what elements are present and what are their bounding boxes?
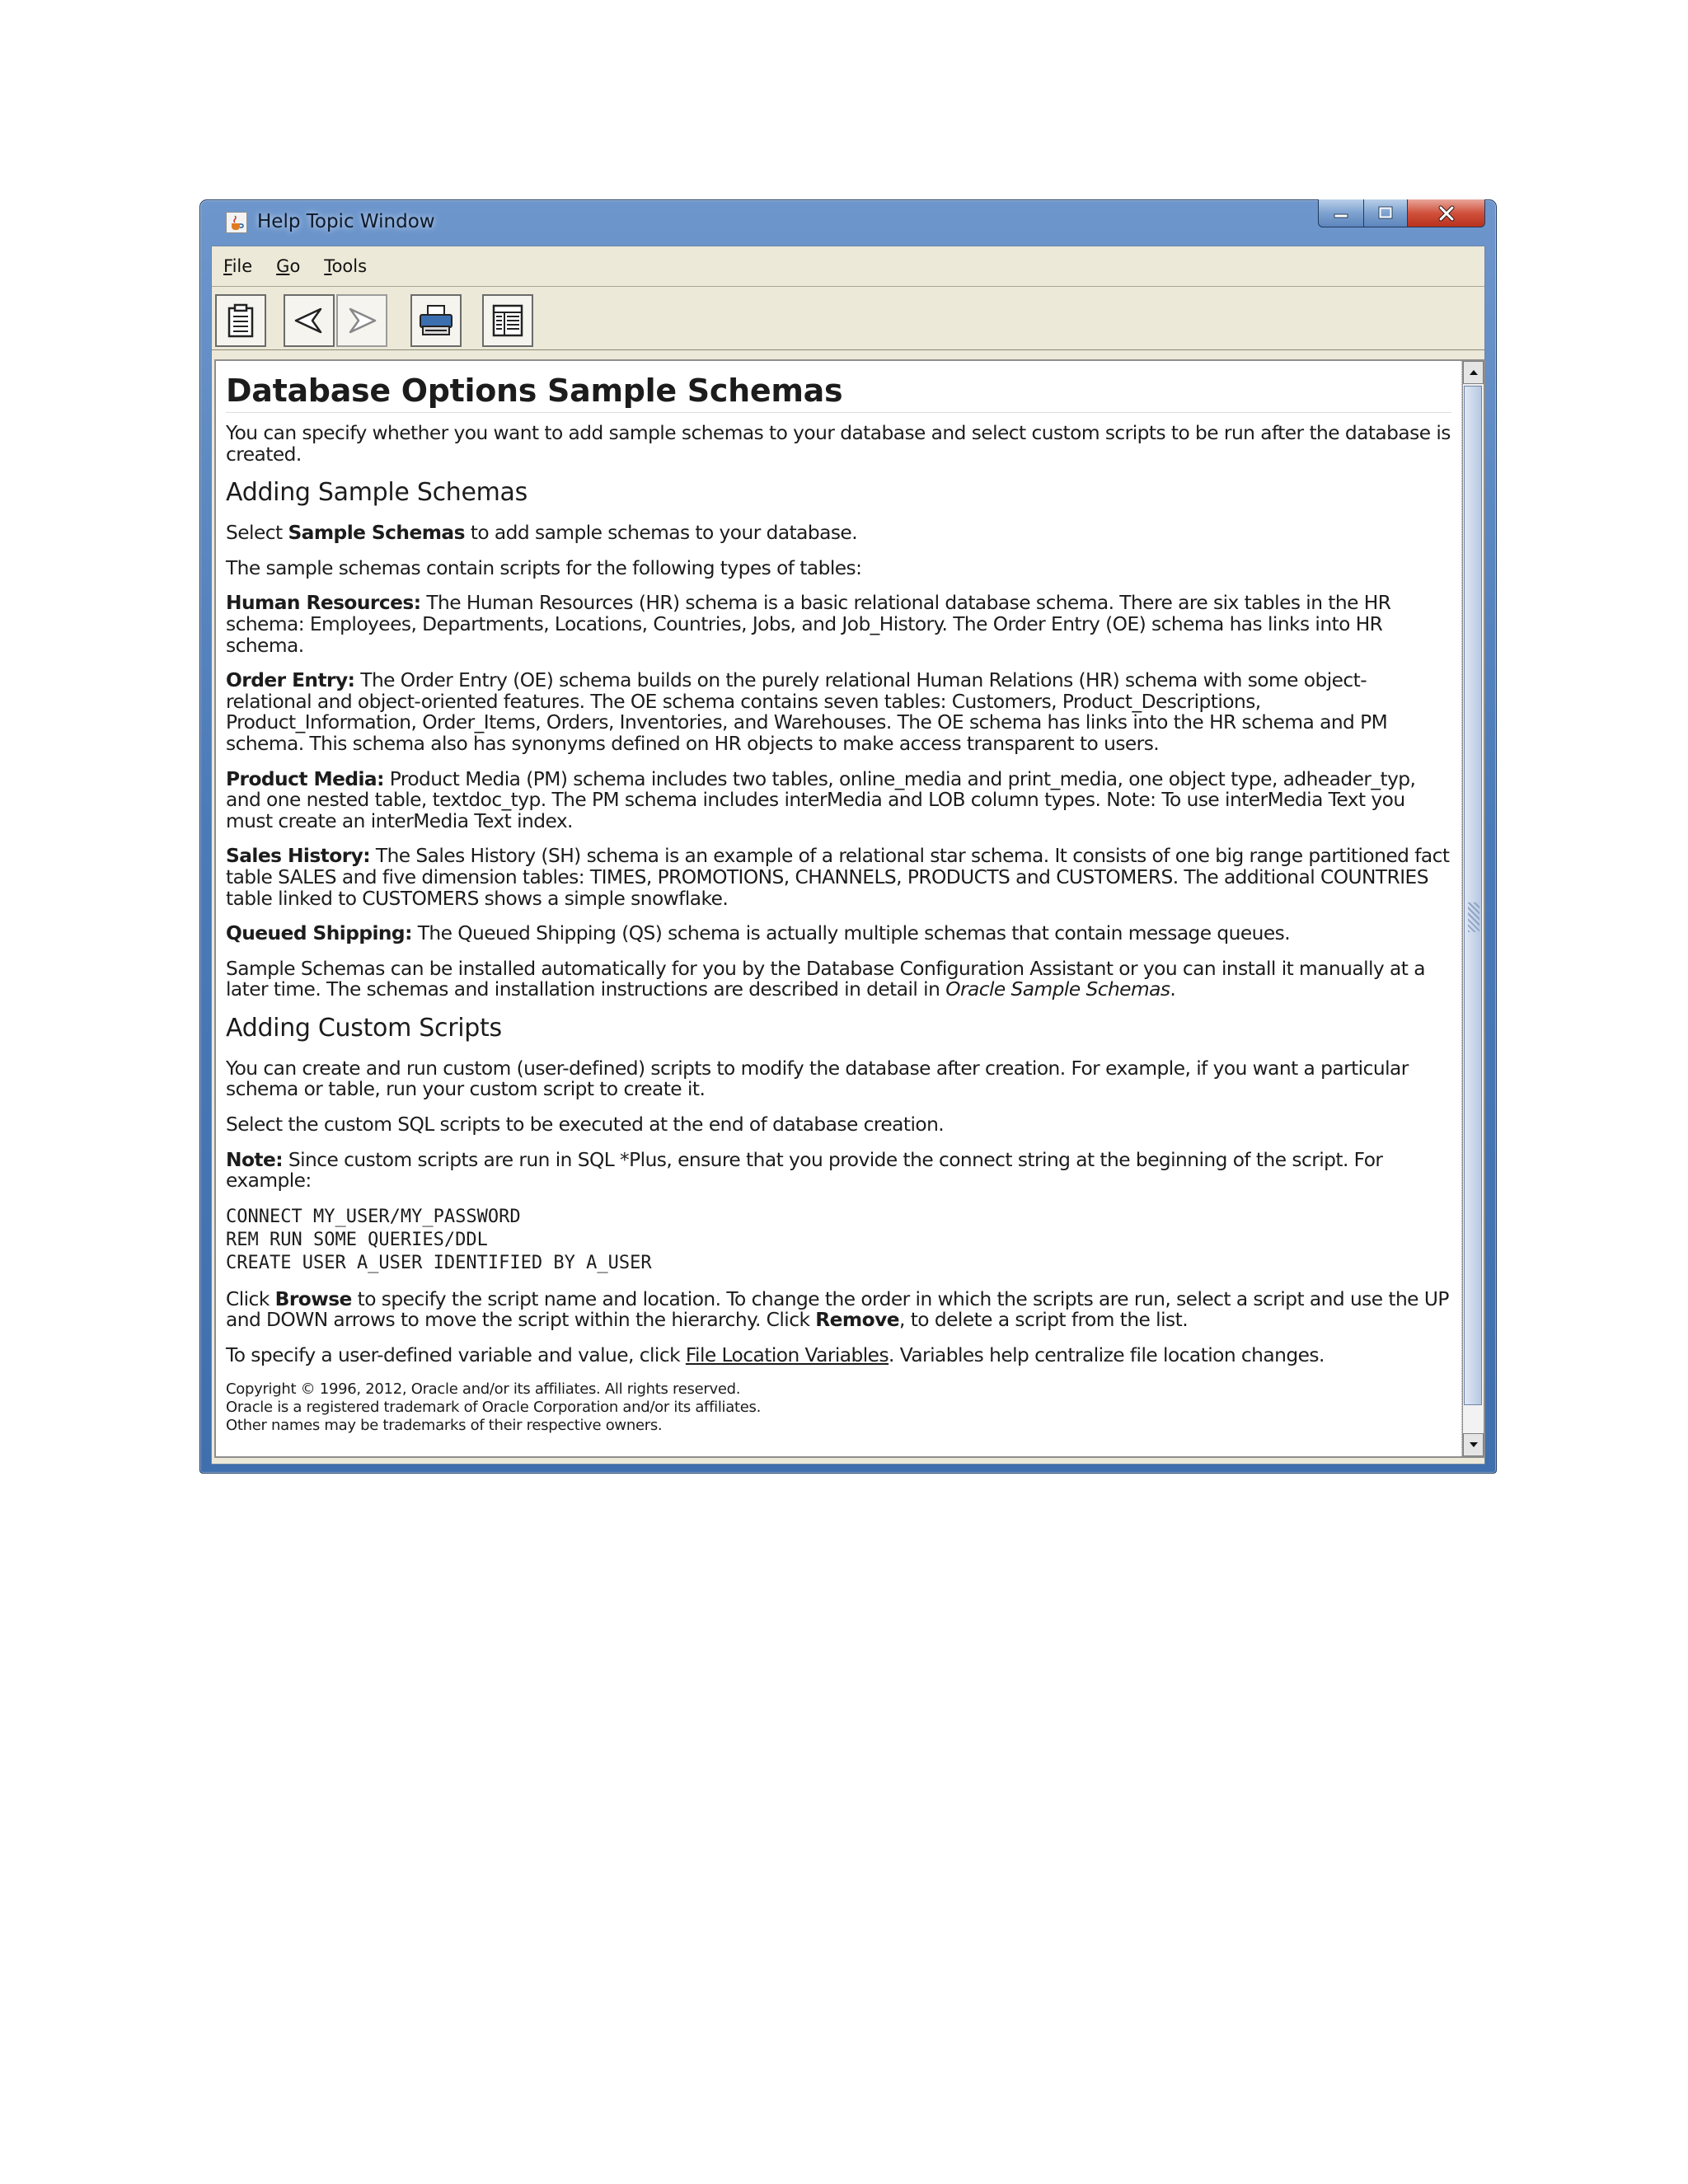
navigator-icon: [491, 303, 524, 338]
menu-bar: [212, 246, 1484, 287]
navigator-button[interactable]: [482, 294, 533, 347]
qs-schema-paragraph: Queued Shipping: The Queued Shipping (QS) schema is actually multiple schemas that contain message queues.: [226, 922, 1291, 945]
custom-select-paragraph: Select the custom SQL scripts to be executed at the end of database creation.: [226, 1113, 945, 1137]
minimize-icon: [1332, 208, 1350, 219]
contents-icon: [226, 303, 256, 338]
copyright-notice: Copyright © 1996, 2012, Oracle and/or its affiliates. All rights reserved. Oracle is a registered trademark of Oracle Corporation and/or its affiliates. Other names may be trademarks of their respective owners.: [226, 1380, 761, 1434]
help-document: [216, 361, 1462, 1456]
close-button[interactable]: [1408, 199, 1485, 227]
menu-file[interactable]: File: [223, 256, 253, 276]
print-icon: [418, 304, 454, 337]
forward-button[interactable]: [336, 294, 387, 347]
title-bar[interactable]: [211, 200, 1485, 246]
back-arrow-icon: [293, 306, 326, 335]
install-paragraph: Sample Schemas can be installed automatically for you by the Database Configuration Assistant or you can install it manually at a later time. The schemas and installation instructions are described in detail in Oracle Sample Schemas.: [226, 957, 1425, 1001]
maximize-button[interactable]: [1364, 199, 1408, 227]
oe-schema-paragraph: Order Entry: The Order Entry (OE) schema builds on the purely relational Human Relations (HR) schema with some object-relational and object-oriented features. The OE schema contains seven tables: Customers, Product_Descriptions, Product_Information, Order_Items, Orders, Inventories, and Warehouses. The OE schema has links into the HR schema and PM schema. This schema also has synonyms defined on HR objects to make access transparent to users.: [226, 669, 1388, 755]
section-heading-sample-schemas: Adding Sample Schemas: [226, 478, 528, 508]
menu-tools[interactable]: Tools: [324, 256, 368, 276]
contents-button[interactable]: [215, 294, 266, 347]
intro-paragraph: You can specify whether you want to add sample schemas to your database and select custom scripts to be run after the database is created.: [226, 422, 1451, 466]
forward-arrow-icon: [345, 306, 378, 335]
scroll-down-arrow-icon: [1468, 1441, 1479, 1449]
maximize-icon: [1376, 206, 1395, 221]
print-button[interactable]: [410, 294, 462, 347]
browse-paragraph: Click Browse to specify the script name and location. To change the order in which the scripts are run, select a script and use the UP and DOWN arrows to move the script within the hierarchy. Click Remove, to delete a script from the list.: [226, 1287, 1449, 1332]
scrollbar-grip: [1468, 902, 1479, 932]
window-title: Help Topic Window: [257, 211, 435, 232]
toolbar: [212, 287, 1484, 350]
close-icon: [1437, 205, 1456, 222]
variables-paragraph: To specify a user-defined variable and value, click File Location Variables. Variables help centralize file location changes.: [226, 1344, 1325, 1367]
back-button[interactable]: [284, 294, 335, 347]
help-topic-window: [199, 199, 1497, 1474]
types-intro-paragraph: The sample schemas contain scripts for the following types of tables:: [226, 556, 862, 579]
pm-schema-paragraph: Product Media: Product Media (PM) schema includes two tables, online_media and print_media, one object type, adheader_typ, and one nested table, textdoc_typ. The PM schema includes interMedia and LOB column types. Note: To use interMedia Text you must create an interMedia Text index.: [226, 767, 1416, 832]
help-content-pane: [214, 359, 1485, 1458]
java-cup-icon: [226, 212, 247, 233]
sh-schema-paragraph: Sales History: The Sales History (SH) schema is an example of a relational star schema. It consists of one big range partitioned fact table SALES and five dimension tables: TIMES, PROMOTIONS, CHANNELS, PRODUCTS and CUSTOMERS. The additional COUNTRIES table linked to CUSTOMERS shows a simple snowflake.: [226, 845, 1450, 910]
custom-intro-paragraph: You can create and run custom (user-defined) scripts to modify the database after creation. For example, if you want a particular schema or table, run your custom script to create it.: [226, 1057, 1409, 1101]
select-sample-schemas-paragraph: Select Sample Schemas to add sample schemas to your database.: [226, 522, 858, 545]
scroll-down-button[interactable]: [1463, 1433, 1484, 1456]
note-paragraph: Note: Since custom scripts are run in SQL *Plus, ensure that you provide the connect string at the beginning of the script. For example:: [226, 1148, 1383, 1193]
menu-go[interactable]: Go: [276, 256, 301, 276]
window-client-area: [211, 246, 1485, 1465]
vertical-scrollbar[interactable]: [1462, 361, 1484, 1456]
scrollbar-thumb[interactable]: [1464, 386, 1482, 1405]
page-title: Database Options Sample Schemas: [226, 373, 1451, 413]
file-location-variables-link[interactable]: File Location Variables: [685, 1344, 889, 1367]
code-example: CONNECT MY_USER/MY_PASSWORD REM RUN SOME QUERIES/DDL CREATE USER A_USER IDENTIFIED BY A_USER: [226, 1206, 652, 1273]
hr-schema-paragraph: Human Resources: The Human Resources (HR) schema is a basic relational database schema. There are six tables in the HR schema: Employees, Departments, Locations, Countries, Jobs, and Job_History. The Order Entry (OE) schema has links into HR schema.: [226, 592, 1391, 657]
section-heading-custom-scripts: Adding Custom Scripts: [226, 1013, 502, 1043]
minimize-button[interactable]: [1318, 199, 1364, 227]
scroll-up-button[interactable]: [1463, 361, 1484, 384]
scroll-up-arrow-icon: [1468, 368, 1479, 377]
